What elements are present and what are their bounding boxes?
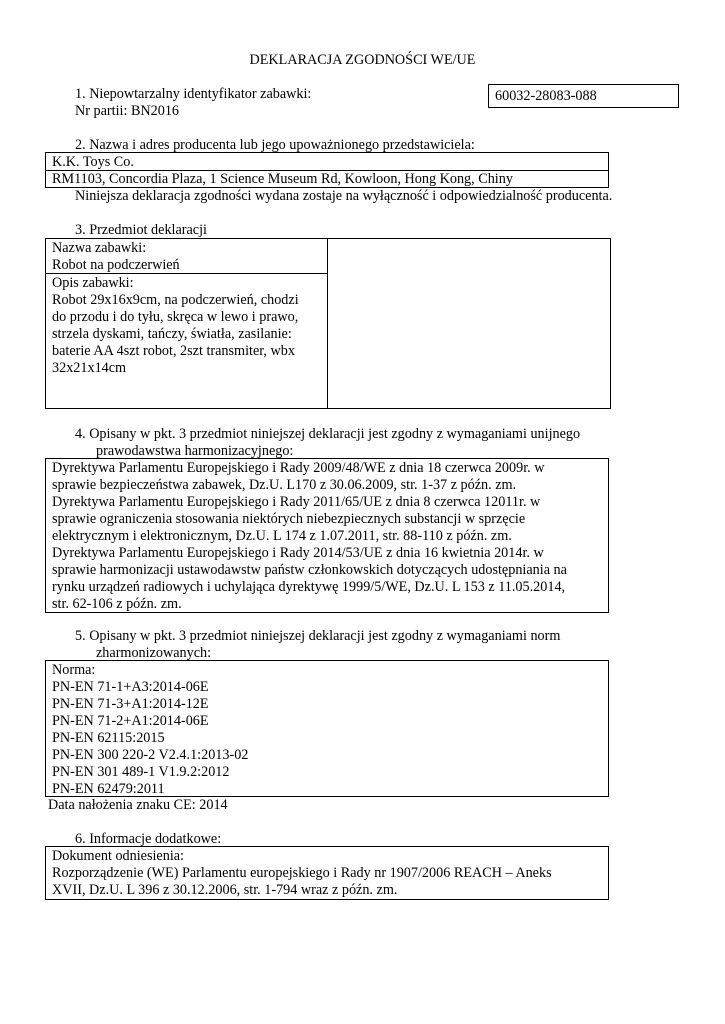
directive-line: Dyrektywa Parlamentu Europejskiego i Rady 2011/65/UE z dnia 8 czerwca 12011r. w <box>52 494 541 510</box>
section-4-heading: 4. Opisany w pkt. 3 przedmiot niniejszej deklaracji jest zgodny z wymaganiami unijnego <box>75 426 581 442</box>
directive-line: str. 62-106 z późn. zm. <box>52 596 182 612</box>
standard-line: PN-EN 71-2+A1:2014-06E <box>52 713 209 729</box>
ce-mark-date: Data nałożenia znaku CE: 2014 <box>48 797 228 813</box>
identifier-box <box>488 84 679 108</box>
directive-line: sprawie ograniczenia stosowania niektórych niebezpiecznych substancji w sprzęcie <box>52 511 526 527</box>
page-title: DEKLARACJA ZGODNOŚCI WE/UE <box>249 52 476 68</box>
section-5-heading-cont: zharmonizowanych: <box>96 645 212 661</box>
section-2-heading: 2. Nazwa i adres producenta lub jego upoważnionego przedstawiciela: <box>75 137 475 153</box>
producer-name: K.K. Toys Co. <box>52 154 134 170</box>
directive-line: rynku urządzeń radiowych i uchylająca dyrektywę 1999/5/WE, Dz.U. L 153 z 11.05.2014, <box>52 579 566 595</box>
standard-line: PN-EN 71-3+A1:2014-12E <box>52 696 209 712</box>
toy-description-line: baterie AA 4szt robot, 2szt transmiter, wbx <box>52 343 295 359</box>
directive-line: sprawie bezpieczeństwa zabawek, Dz.U. L170 z 30.06.2009, str. 1-37 z późn. zm. <box>52 477 517 493</box>
subject-table <box>45 238 611 409</box>
standard-line: PN-EN 71-1+A3:2014-06E <box>52 679 209 695</box>
additional-info-box <box>45 846 609 900</box>
producer-box <box>45 152 609 188</box>
toy-name-value: Robot na podczerwień <box>52 257 180 273</box>
section-5-heading: 5. Opisany w pkt. 3 przedmiot niniejszej deklaracji jest zgodny z wymaganiami norm <box>75 628 561 644</box>
toy-description-line: do przodu i do tyłu, skręca w lewo i prawo, <box>52 309 299 325</box>
reference-label: Dokument odniesienia: <box>52 848 184 864</box>
section-1-heading: 1. Niepowtarzalny identyfikator zabawki: <box>75 86 312 102</box>
directive-line: sprawie harmonizacji ustawodawstw państw członkowskich dotyczących udostępniania na <box>52 562 567 578</box>
standards-box <box>45 660 609 797</box>
producer-address: RM1103, Concordia Plaza, 1 Science Museum Rd, Kowloon, Hong Kong, Chiny <box>52 171 513 187</box>
toy-description-line: 32x21x14cm <box>52 360 127 376</box>
subject-column-divider <box>327 239 328 408</box>
toy-description-line: strzela dyskami, tańczy, światła, zasilanie: <box>52 326 292 342</box>
directive-line: Dyrektywa Parlamentu Europejskiego i Rady 2009/48/WE z dnia 18 czerwca 2009r. w <box>52 460 545 476</box>
directives-box <box>45 458 609 613</box>
directive-line: Dyrektywa Parlamentu Europejskiego i Rady 2014/53/UE z dnia 16 kwietnia 2014r. w <box>52 545 544 561</box>
standard-line: PN-EN 62115:2015 <box>52 730 165 746</box>
standard-line: PN-EN 300 220-2 V2.4.1:2013-02 <box>52 747 249 763</box>
toy-description-line: Robot 29x16x9cm, na podczerwień, chodzi <box>52 292 299 308</box>
section-6-heading: 6. Informacje dodatkowe: <box>75 831 222 847</box>
batch-number: Nr partii: BN2016 <box>75 103 180 119</box>
identifier-value: 60032-28083-088 <box>495 88 597 104</box>
toy-description-label: Opis zabawki: <box>52 275 134 291</box>
standard-line: PN-EN 62479:2011 <box>52 781 165 797</box>
section-3-heading: 3. Przedmiot deklaracji <box>75 222 207 238</box>
toy-name-label: Nazwa zabawki: <box>52 240 147 256</box>
responsibility-note: Niniejsza deklaracja zgodności wydana zostaje na wyłączność i odpowiedzialność producenta. <box>75 188 613 204</box>
section-4-heading-cont: prawodawstwa harmonizacyjnego: <box>96 443 294 459</box>
reference-line: Rozporządzenie (WE) Parlamentu europejskiego i Rady nr 1907/2006 REACH – Aneks <box>52 865 552 881</box>
reference-line: XVII, Dz.U. L 396 z 30.12.2006, str. 1-794 wraz z późn. zm. <box>52 882 398 898</box>
directive-line: elektrycznym i elektronicznym, Dz.U. L 174 z 1.07.2011, str. 88-110 z późn. zm. <box>52 528 512 544</box>
standards-label: Norma: <box>52 662 96 678</box>
standard-line: PN-EN 301 489-1 V1.9.2:2012 <box>52 764 230 780</box>
